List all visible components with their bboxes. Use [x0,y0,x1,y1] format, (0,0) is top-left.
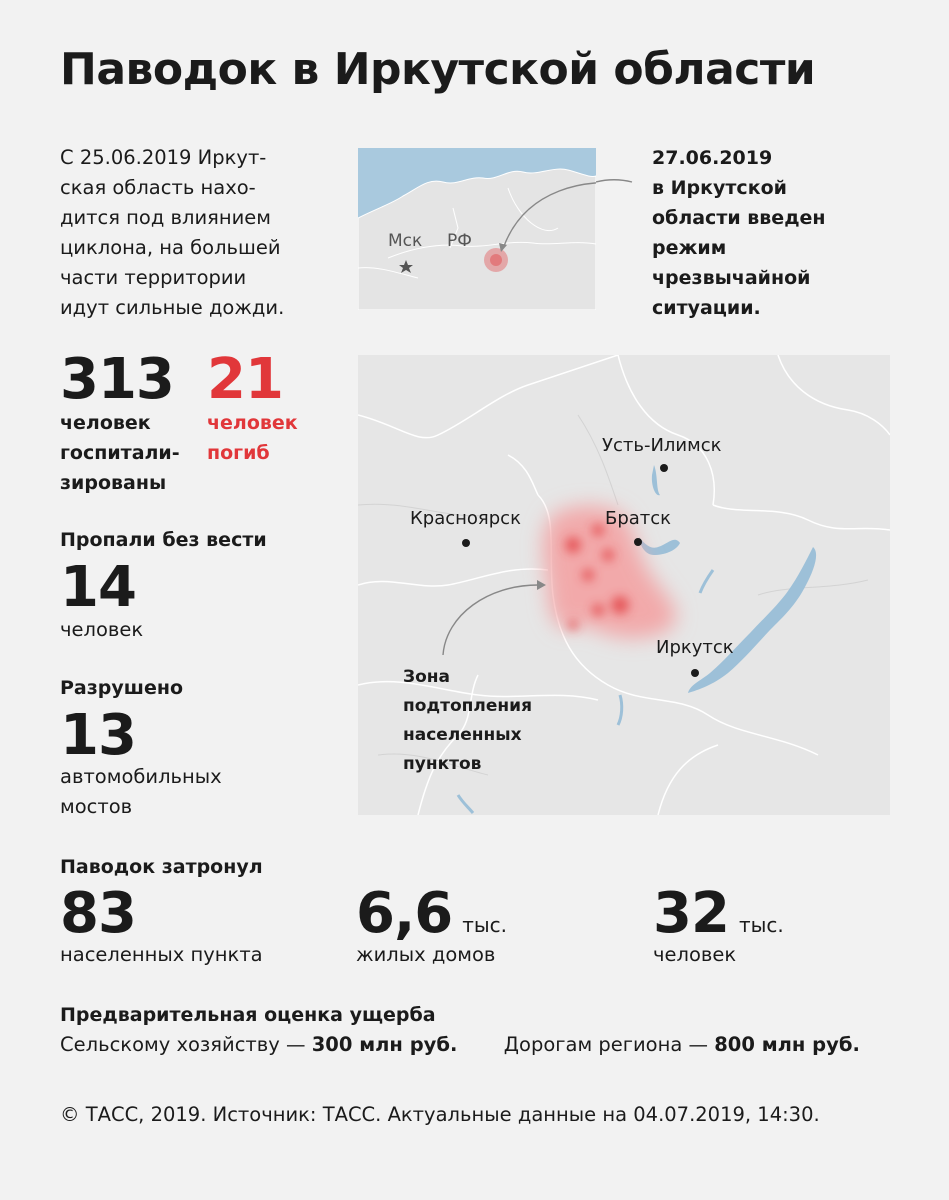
city-marker [634,538,642,546]
destroyed-label: автомобильных мостов [60,765,222,818]
irkutsk-region-map [358,355,890,815]
emergency-line: в Иркутской [652,177,787,199]
missing-label: человек [60,618,144,641]
damage-row [60,1030,860,1060]
intro-line: дится под влиянием [60,206,272,229]
hospitalized-label: человек госпитали- зированы [60,412,180,494]
dead-value: 21 [207,347,283,412]
roads-value: 800 млн руб. [714,1033,860,1056]
emergency-line: ситуации. [652,297,761,319]
intro-line: ская область нахо- [60,176,256,199]
hospitalized-value: 313 [60,347,174,412]
intro-line: идут сильные дожди. [60,296,285,319]
city-marker [660,464,668,472]
intro-line: циклона, на большей [60,236,281,259]
damage-heading: Предварительная оценка ущерба [60,1004,436,1026]
overview-arrow-tail [596,170,636,200]
houses-label: жилых домов [356,943,496,966]
people-label: человек [653,943,737,966]
agriculture-label: Сельскому хозяйству — [60,1033,306,1056]
intro-line: части территории [60,266,247,289]
damage-section [60,1000,860,1060]
destroyed-value: 13 [60,703,136,768]
missing-heading: Пропали без вести [60,529,267,551]
city-label-bratsk: Братск [605,508,672,529]
agriculture-value: 300 млн руб. [311,1033,458,1056]
city-label-krasnoyarsk: Красноярск [410,508,521,529]
settlements-label: населенных пункта [60,943,263,966]
people-unit: тыс. [738,913,784,937]
city-marker [462,539,470,547]
emergency-line: области введен [652,207,826,229]
people-value: 32 [653,881,729,946]
settlements-value: 83 [60,881,136,946]
destroyed-heading: Разрушено [60,677,184,699]
moscow-label: Мск [388,231,423,251]
missing-value: 14 [60,555,136,620]
intro-line: С 25.06.2019 Иркут- [60,146,267,169]
houses-value: 6,6 [356,881,453,946]
dead-label: человек погиб [207,412,298,464]
houses-stat [356,881,507,946]
people-stat [653,881,784,946]
footer-source: © ТАСС, 2019. Источник: ТАСС. Актуальные данные на 04.07.2019, 14:30. [60,1103,820,1126]
city-label-ust-ilimsk: Усть-Илимск [602,435,722,456]
russia-overview-map [358,148,596,310]
emergency-line: чрезвычайной [652,267,811,289]
emergency-line: режим [652,237,727,259]
page-title: Паводок в Иркутской области [60,44,816,95]
russia-label: РФ [447,231,472,251]
flood-zone-label: Зона подтопления населенных пунктов [403,667,532,774]
intro-text [60,143,320,323]
city-marker [691,669,699,677]
roads-label: Дорогам региона — [503,1033,708,1056]
emergency-line: 27.06.2019 [652,147,773,169]
city-label-irkutsk: Иркутск [656,637,734,658]
emergency-note [652,143,912,323]
affected-heading: Паводок затронул [60,856,263,878]
houses-unit: тыс. [462,913,507,937]
